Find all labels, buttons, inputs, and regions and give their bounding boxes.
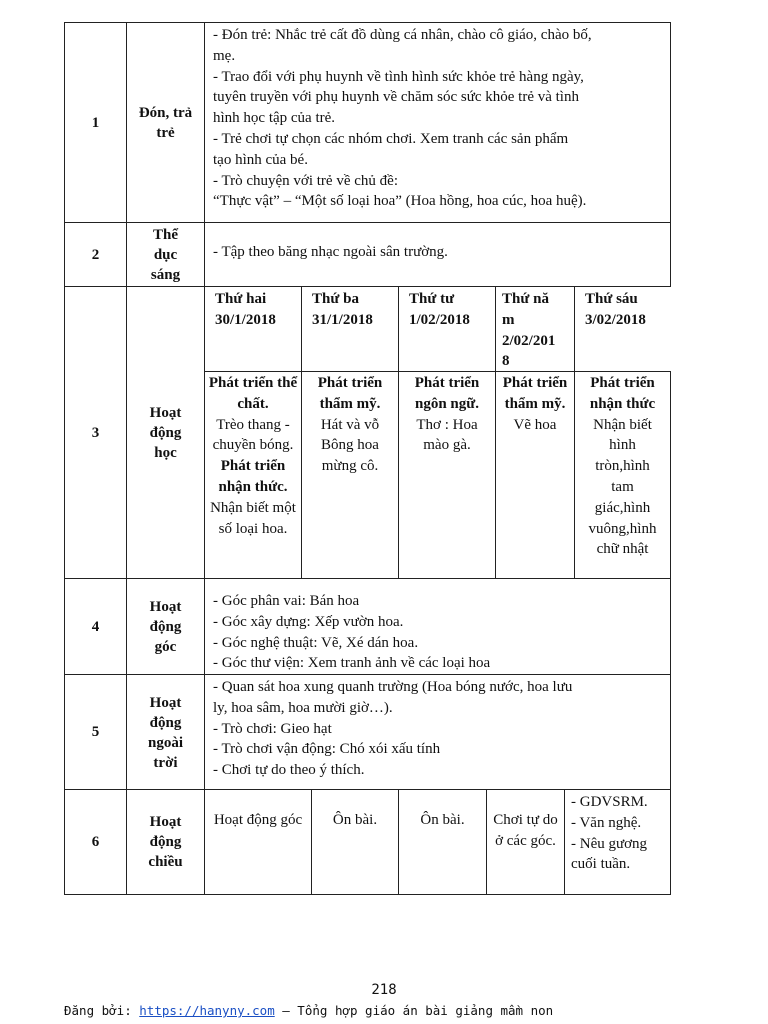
content-line: - Góc nghệ thuật: Vẽ, Xé dán hoa. — [213, 634, 419, 651]
table-row — [64, 674, 671, 790]
content-line: - Trò chơi vận động: Chó xói xấu tính — [213, 741, 441, 758]
content-line: tạo hình của bé. — [213, 151, 308, 168]
content-line: ly, hoa sâm, hoa mười giờ…). — [213, 699, 393, 716]
afternoon-cell: - GDVSRM. - Văn nghệ. - Nêu gương cuối tuần. — [564, 790, 671, 894]
afternoon-cell: Hoạt động góc — [204, 790, 311, 894]
row-label: Thể dục sáng — [126, 223, 204, 287]
footer-suffix: – Tổng hợp giáo án bài giảng mầm non — [274, 1003, 554, 1018]
table-row — [64, 286, 671, 579]
row-number: 2 — [64, 223, 126, 287]
content-line: - Góc phân vai: Bán hoa — [213, 593, 360, 609]
footer-prefix: Đăng bởi: — [64, 1003, 140, 1018]
page-number: 218 — [371, 982, 397, 998]
afternoon-cell: Ôn bài. — [398, 790, 486, 894]
content-line: - Chơi tự do theo ý thích. — [213, 762, 365, 779]
activity-cell: Phát triển thẩm mỹ. Hát và vỗ Bông hoa mừng cô. — [301, 371, 398, 579]
table-row — [64, 22, 671, 223]
row-label: Đón, trả trẻ — [126, 23, 204, 223]
afternoon-cell: Ôn bài. — [311, 790, 398, 894]
content-line: - Trao đổi với phụ huynh về tình hình sức khỏe trẻ hàng ngày, — [213, 68, 584, 85]
day-header: Thứ năm 2/02/2018 — [495, 287, 574, 371]
activity-cell: Phát triển nhận thức Nhận biết hình tròn,hình tam giác,hình vuông,hình chữ nhật — [574, 371, 671, 579]
row-content — [204, 579, 671, 675]
table-row — [64, 789, 671, 895]
content-line: - Tập theo băng nhạc ngoài sân trường. — [213, 244, 448, 260]
row-label: Hoạt động góc — [126, 579, 204, 675]
day-header: Thứ sáu 3/02/2018 — [574, 287, 671, 371]
activity-cell: Phát triển ngôn ngữ. Thơ : Hoa mào gà. — [398, 371, 495, 579]
row-label: Hoạt động ngoài trời — [126, 675, 204, 790]
footer-credit — [64, 1003, 553, 1018]
content-line: hình học tập của trẻ. — [213, 110, 336, 127]
day-header: Thứ tư 1/02/2018 — [398, 287, 495, 371]
row-label: Hoạt động học — [126, 287, 204, 579]
row-content — [204, 23, 671, 223]
content-line: - Đón trẻ: Nhắc trẻ cất đồ dùng cá nhân, chào cô giáo, chào bố, — [213, 27, 592, 43]
content-line: - Góc thư viện: Xem tranh ảnh về các loại hoa — [213, 655, 491, 672]
content-line: - Trẻ chơi tự chọn các nhóm chơi. Xem tranh các sản phẩm — [213, 130, 569, 147]
row-number: 4 — [64, 579, 126, 675]
activity-cell: Phát triển thể chất. Trèo thang - chuyền bóng. Phát triển nhận thức. Nhận biết một số loại hoa. — [204, 371, 301, 579]
content-line: - Trò chuyện với trẻ về chủ đề: — [213, 172, 398, 189]
table-row — [64, 578, 671, 675]
content-line: tuyên truyền với phụ huynh về chăm sóc sức khỏe trẻ và tình — [213, 89, 579, 106]
row-number: 5 — [64, 675, 126, 790]
content-line: - Quan sát hoa xung quanh trường (Hoa bóng nước, hoa lưu — [213, 679, 573, 695]
day-header: Thứ ba 31/1/2018 — [301, 287, 398, 371]
row-label: Hoạt động chiều — [126, 790, 204, 894]
content-line: “Thực vật” – “Một số loại hoa” (Hoa hồng, hoa cúc, hoa huệ). — [213, 193, 587, 210]
table-row — [64, 222, 671, 287]
row-number: 1 — [64, 23, 126, 223]
row-number: 6 — [64, 790, 126, 894]
content-line: - Trò chơi: Gieo hạt — [213, 720, 332, 737]
site-link[interactable]: https://hanyny.com — [139, 1003, 275, 1018]
content-line: - Góc xây dựng: Xếp vườn hoa. — [213, 613, 404, 630]
activity-cell: Phát triển thẩm mỹ. Vẽ hoa — [495, 371, 574, 579]
row-content — [204, 675, 671, 790]
row-number: 3 — [64, 287, 126, 579]
day-header: Thứ hai 30/1/2018 — [204, 287, 301, 371]
row-content — [204, 223, 671, 287]
afternoon-cell: Chơi tự do ở các góc. — [486, 790, 564, 894]
content-line: mẹ. — [213, 47, 236, 64]
